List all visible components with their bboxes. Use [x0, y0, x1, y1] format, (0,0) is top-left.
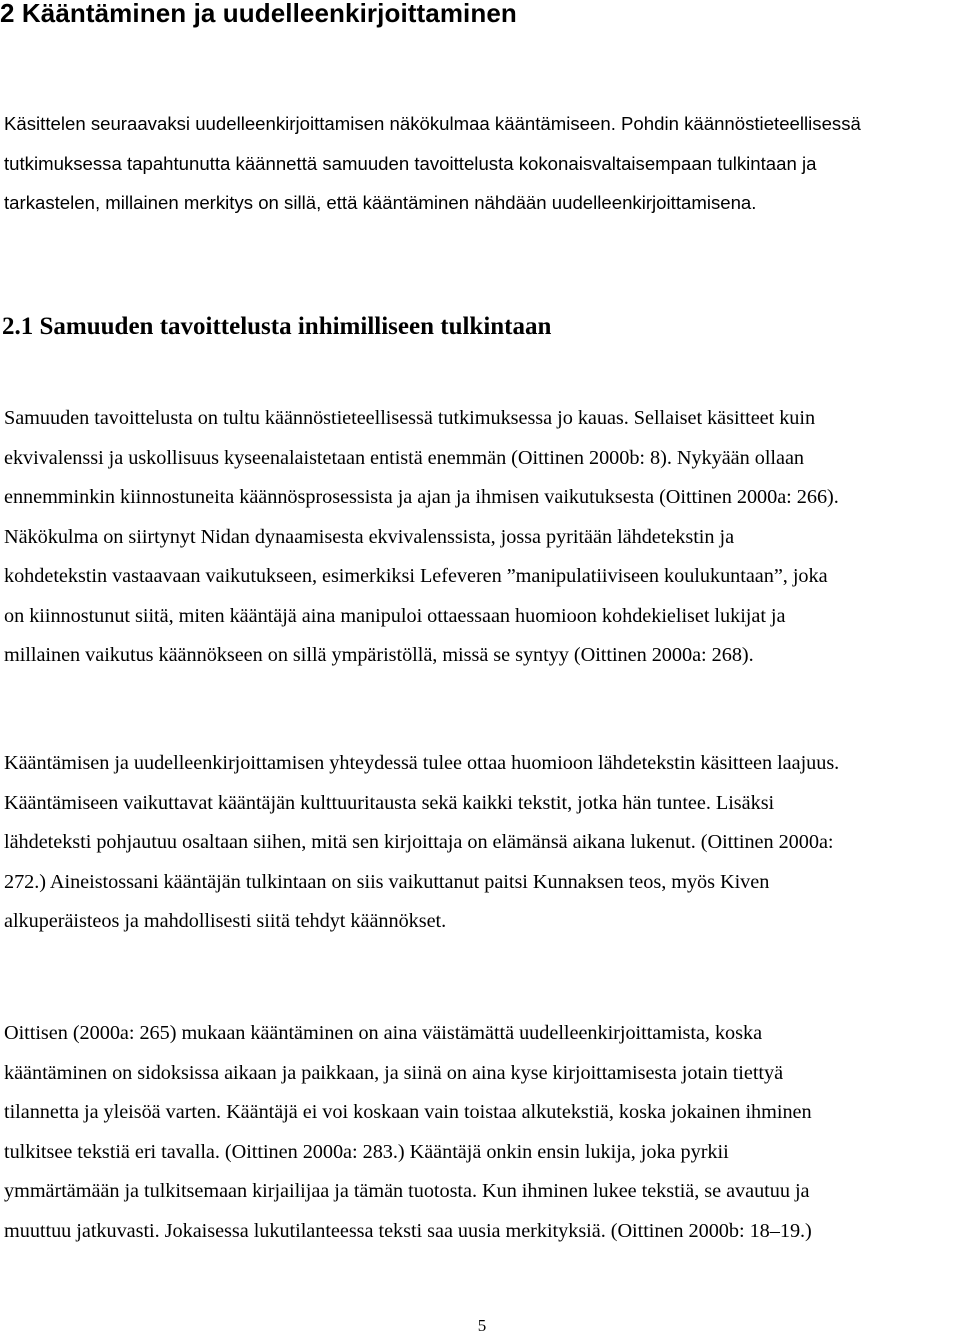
text-line: ymmärtämään ja tulkitsemaan kirjailijaa ja tämän tuotosta. Kun ihminen lukee tekstiä, se avautuu ja: [4, 1180, 810, 1202]
text-line: kohdetekstin vastaavaan vaikutukseen, esimerkiksi Lefeveren ”manipulatiiviseen koulukuntaan”, joka: [4, 565, 828, 587]
text-line: Samuuden tavoittelusta on tultu käännöstieteellisessä tutkimuksessa jo kauas. Sellaiset käsitteet kuin: [4, 407, 816, 429]
text-line: lähdeteksti pohjautuu osaltaan siihen, mitä sen kirjoittaja on elämänsä aikana lukenut. (Oittinen 2000a:: [4, 831, 834, 853]
text-line: alkuperäisteos ja mahdollisesti siitä tehdyt käännökset.: [4, 910, 447, 932]
text-line: Oittisen (2000a: 265) mukaan kääntäminen on aina väistämättä uudelleenkirjoittamista, koska: [4, 1022, 763, 1044]
text-line: on kiinnostunut siitä, miten kääntäjä aina manipuloi ottaessaan huomioon kohdekieliset lukijat ja: [4, 604, 786, 627]
text-line: Kääntämiseen vaikuttavat kääntäjän kulttuuritausta sekä kaikki tekstit, jotka hän tuntee. Lisäksi: [4, 791, 775, 814]
text-line: ennemminkin kiinnostuneita käännösprosessista ja ajan ja ihmisen vaikutuksesta (Oittinen 2000a: 266).: [4, 486, 839, 508]
section-heading: 2.1 Samuuden tavoittelusta inhimilliseen tulkintaan: [2, 313, 552, 340]
body-paragraph: [4, 744, 960, 942]
text-line: muuttuu jatkuvasti. Jokaisessa lukutilanteessa teksti saa uusia merkityksiä. (Oittinen 2000b: 18–19.): [4, 1219, 812, 1242]
text-line: tilannetta ja yleisöä varten. Kääntäjä ei voi koskaan vain toistaa alkutekstiä, koska jokainen ihminen: [4, 1101, 812, 1123]
chapter-heading: 2 Kääntäminen ja uudelleenkirjoittaminen: [0, 0, 517, 28]
intro-paragraph: [4, 104, 960, 223]
text-line: Kääntämisen ja uudelleenkirjoittamisen yhteydessä tulee ottaa huomioon lähdetekstin käsitteen laajuus.: [4, 752, 840, 774]
page-number: 5: [477, 1316, 487, 1335]
body-paragraph: [4, 1014, 960, 1251]
text-line: tarkastelen, millainen merkitys on sillä, että kääntäminen nähdään uudelleenkirjoittamisena.: [4, 192, 757, 214]
body-paragraph: [4, 399, 960, 676]
text-line: tulkitsee tekstiä eri tavalla. (Oittinen 2000a: 283.) Kääntäjä onkin ensin lukija, joka pyrkii: [4, 1140, 729, 1163]
text-line: ekvivalenssi ja uskollisuus kyseenalaistetaan entistä enemmän (Oittinen 2000b: 8). Nykyään ollaan: [4, 446, 805, 469]
text-line: tutkimuksessa tapahtunutta käännettä samuuden tavoittelusta kokonaisvaltaisempaan tulkintaan ja: [4, 152, 817, 174]
text-line: millainen vaikutus käännökseen on sillä ympäristöllä, missä se syntyy (Oittinen 2000a: 268).: [4, 644, 754, 666]
text-line: kääntäminen on sidoksissa aikaan ja paikkaan, ja siinä on aina kyse kirjoittamisesta jotain tiettyä: [4, 1061, 784, 1084]
text-line: Näkökulma on siirtynyt Nidan dynaamisesta ekvivalenssista, jossa pyritään lähdetekstin ja: [4, 525, 735, 548]
text-line: Käsittelen seuraavaksi uudelleenkirjoittamisen näkökulmaa kääntämiseen. Pohdin käännöstieteellisessä: [4, 113, 861, 134]
text-line: 272.) Aineistossani kääntäjän tulkintaan on siis vaikuttanut paitsi Kunnaksen teos, myös Kiven: [4, 870, 770, 893]
